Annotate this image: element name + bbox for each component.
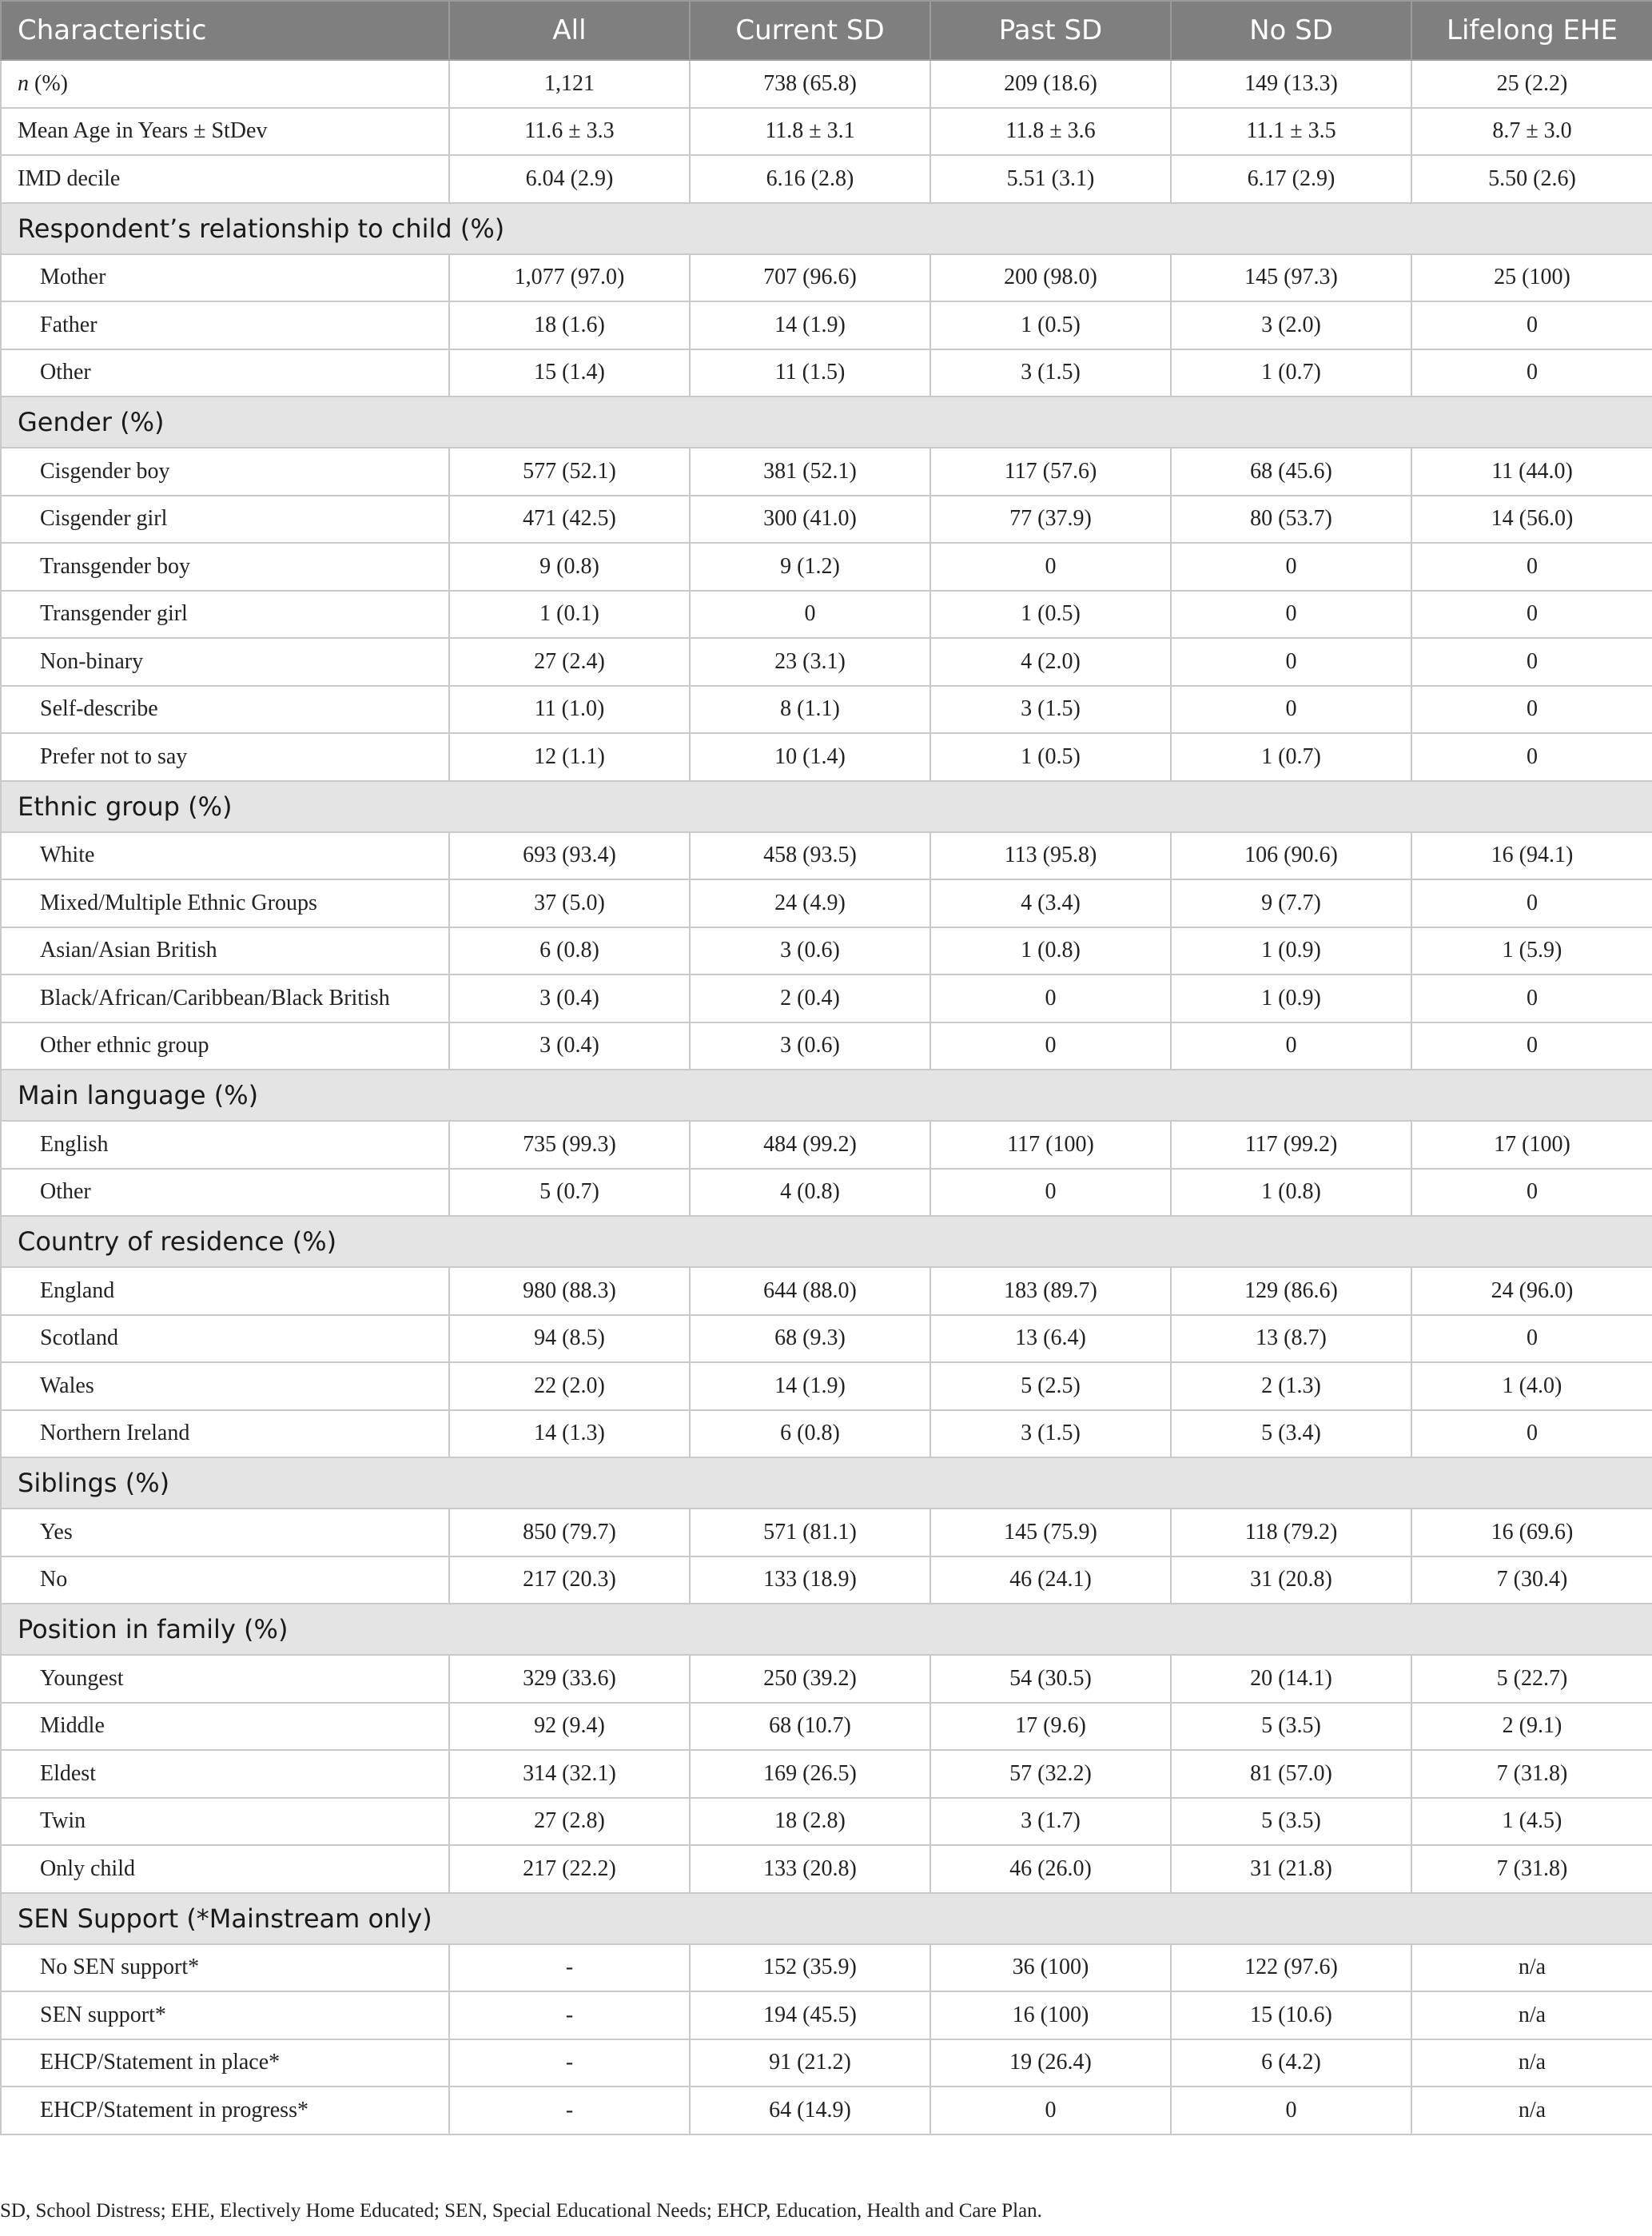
table-cell: 0 — [1411, 1169, 1652, 1217]
table-row — [1, 1556, 1652, 1604]
table-cell: 64 (14.9) — [690, 2087, 930, 2134]
table-row — [1, 543, 1652, 591]
table-cell: 15 (1.4) — [449, 349, 690, 397]
table-cell: 31 (20.8) — [1171, 1556, 1411, 1604]
table-cell: 735 (99.3) — [449, 1121, 690, 1169]
table-cell: 117 (100) — [930, 1121, 1171, 1169]
table-row — [1, 254, 1652, 302]
table-cell: 3 (1.5) — [930, 686, 1171, 734]
table-cell: 217 (20.3) — [449, 1556, 690, 1604]
table-cell: 183 (89.7) — [930, 1267, 1171, 1315]
table-cell: 11.1 ± 3.5 — [1171, 108, 1411, 156]
table-cell: 9 (7.7) — [1171, 879, 1411, 927]
table-cell: 122 (97.6) — [1171, 1944, 1411, 1992]
table-cell: 13 (6.4) — [930, 1315, 1171, 1363]
row-label: Transgender boy — [1, 543, 449, 591]
table-cell: 9 (0.8) — [449, 543, 690, 591]
table-cell: 381 (52.1) — [690, 448, 930, 496]
section-header-row — [1, 1457, 1652, 1509]
table-body — [1, 60, 1652, 2134]
table-row — [1, 686, 1652, 734]
table-cell: 46 (24.1) — [930, 1556, 1171, 1604]
table-cell: 13 (8.7) — [1171, 1315, 1411, 1363]
row-label: England — [1, 1267, 449, 1315]
section-title: Respondent’s relationship to child (%) — [1, 203, 1652, 254]
table-cell: 117 (57.6) — [930, 448, 1171, 496]
row-label: Self-describe — [1, 686, 449, 734]
column-header: No SD — [1171, 1, 1411, 60]
table-cell: 5.50 (2.6) — [1411, 155, 1652, 203]
header-row — [1, 1, 1652, 60]
table-cell: 5 (3.4) — [1171, 1410, 1411, 1458]
table-cell: 0 — [1411, 543, 1652, 591]
table-cell: 80 (53.7) — [1171, 496, 1411, 544]
table-cell: 118 (79.2) — [1171, 1509, 1411, 1556]
table-row — [1, 1509, 1652, 1556]
table-cell: 11.8 ± 3.1 — [690, 108, 930, 156]
table-cell: - — [449, 2039, 690, 2087]
table-cell: 11.6 ± 3.3 — [449, 108, 690, 156]
table-cell: 2 (0.4) — [690, 975, 930, 1022]
table-cell: 7 (31.8) — [1411, 1845, 1652, 1893]
section-header-row — [1, 203, 1652, 254]
table-cell: 0 — [1171, 638, 1411, 686]
table-row — [1, 832, 1652, 880]
table-cell: 19 (26.4) — [930, 2039, 1171, 2087]
section-title: SEN Support (*Mainstream only) — [1, 1893, 1652, 1944]
table-row — [1, 1121, 1652, 1169]
table-cell: 0 — [1411, 686, 1652, 734]
table-row — [1, 1169, 1652, 1217]
table-cell: 3 (0.6) — [690, 1022, 930, 1070]
table-cell: 0 — [1411, 301, 1652, 349]
table-cell: 54 (30.5) — [930, 1655, 1171, 1703]
table-cell: 18 (1.6) — [449, 301, 690, 349]
row-label: Wales — [1, 1362, 449, 1410]
section-title: Siblings (%) — [1, 1457, 1652, 1509]
row-label: Black/African/Caribbean/Black British — [1, 975, 449, 1022]
table-row — [1, 733, 1652, 781]
table-cell: - — [449, 1944, 690, 1992]
table-cell: 20 (14.1) — [1171, 1655, 1411, 1703]
table-cell: 5 (0.7) — [449, 1169, 690, 1217]
row-label: EHCP/Statement in place* — [1, 2039, 449, 2087]
table-footnote: SD, School Distress; EHE, Electively Home Educated; SEN, Special Educational Needs; EHCP, Education, Health and Care Plan. — [0, 2200, 1042, 2222]
table-cell: 0 — [930, 1022, 1171, 1070]
table-cell: 11 (1.5) — [690, 349, 930, 397]
table-cell: n/a — [1411, 1991, 1652, 2039]
table-cell: 1 (0.5) — [930, 591, 1171, 639]
table-row — [1, 1315, 1652, 1363]
table-cell: - — [449, 2087, 690, 2134]
table-row — [1, 1991, 1652, 2039]
column-header: Past SD — [930, 1, 1171, 60]
row-label: Yes — [1, 1509, 449, 1556]
table-cell: 14 (1.3) — [449, 1410, 690, 1458]
row-label — [1, 60, 449, 108]
table-row — [1, 1267, 1652, 1315]
table-cell: 0 — [1411, 733, 1652, 781]
table-cell: n/a — [1411, 2087, 1652, 2134]
table-cell: 5 (2.5) — [930, 1362, 1171, 1410]
table-row — [1, 1655, 1652, 1703]
table-cell: 12 (1.1) — [449, 733, 690, 781]
table-cell: 6 (0.8) — [449, 927, 690, 975]
row-label: Non-binary — [1, 638, 449, 686]
table-cell: 471 (42.5) — [449, 496, 690, 544]
table-cell: 0 — [930, 543, 1171, 591]
table-row — [1, 108, 1652, 156]
row-label: Only child — [1, 1845, 449, 1893]
table-cell: 2 (9.1) — [1411, 1703, 1652, 1751]
table-cell: 577 (52.1) — [449, 448, 690, 496]
table-cell: 0 — [1411, 879, 1652, 927]
table-cell: 17 (9.6) — [930, 1703, 1171, 1751]
row-label: Prefer not to say — [1, 733, 449, 781]
section-header-row — [1, 1070, 1652, 1121]
table-cell: 91 (21.2) — [690, 2039, 930, 2087]
table-cell: 37 (5.0) — [449, 879, 690, 927]
table-cell: 0 — [1411, 1022, 1652, 1070]
table-cell: 0 — [1171, 2087, 1411, 2134]
row-label: Transgender girl — [1, 591, 449, 639]
table-row — [1, 1703, 1652, 1751]
table-cell: 980 (88.3) — [449, 1267, 690, 1315]
row-label — [1, 108, 449, 156]
table-cell: 94 (8.5) — [449, 1315, 690, 1363]
table-cell: 145 (97.3) — [1171, 254, 1411, 302]
table-cell: 11.8 ± 3.6 — [930, 108, 1171, 156]
row-label: Mother — [1, 254, 449, 302]
table-row — [1, 1410, 1652, 1458]
table-row — [1, 1944, 1652, 1992]
table-cell: 14 (1.9) — [690, 301, 930, 349]
table-cell: 1 (0.5) — [930, 301, 1171, 349]
table-row — [1, 975, 1652, 1022]
table-cell: 250 (39.2) — [690, 1655, 930, 1703]
row-label: Father — [1, 301, 449, 349]
section-title: Position in family (%) — [1, 1604, 1652, 1655]
table-cell: 16 (94.1) — [1411, 832, 1652, 880]
table-cell: 1 (0.8) — [930, 927, 1171, 975]
table-cell: 1 (0.8) — [1171, 1169, 1411, 1217]
table-cell: - — [449, 1991, 690, 2039]
table-cell: 0 — [1411, 349, 1652, 397]
row-label: Other — [1, 349, 449, 397]
section-title: Country of residence (%) — [1, 1216, 1652, 1267]
table-cell: 1,077 (97.0) — [449, 254, 690, 302]
table-cell: 0 — [690, 591, 930, 639]
row-label-text: IMD decile — [18, 165, 121, 191]
table-cell: 6 (4.2) — [1171, 2039, 1411, 2087]
table-row — [1, 349, 1652, 397]
table-cell: 4 (0.8) — [690, 1169, 930, 1217]
table-cell: 22 (2.0) — [449, 1362, 690, 1410]
table-row — [1, 638, 1652, 686]
row-label: EHCP/Statement in progress* — [1, 2087, 449, 2134]
table-cell: 27 (2.4) — [449, 638, 690, 686]
row-label: Twin — [1, 1798, 449, 1846]
table-cell: 11 (44.0) — [1411, 448, 1652, 496]
table-row — [1, 448, 1652, 496]
table-cell: 11 (1.0) — [449, 686, 690, 734]
table-cell: 571 (81.1) — [690, 1509, 930, 1556]
table-cell: 25 (2.2) — [1411, 60, 1652, 108]
table-row — [1, 301, 1652, 349]
table-cell: 17 (100) — [1411, 1121, 1652, 1169]
table-row — [1, 1845, 1652, 1893]
table-cell: 0 — [930, 975, 1171, 1022]
table-cell: 0 — [1411, 638, 1652, 686]
section-header-row — [1, 1604, 1652, 1655]
table-cell: 16 (69.6) — [1411, 1509, 1652, 1556]
table-row — [1, 1022, 1652, 1070]
table-cell: 329 (33.6) — [449, 1655, 690, 1703]
table-cell: 1 (0.5) — [930, 733, 1171, 781]
table-row — [1, 1798, 1652, 1846]
table-cell: 3 (0.4) — [449, 1022, 690, 1070]
table-cell: 300 (41.0) — [690, 496, 930, 544]
row-label: Youngest — [1, 1655, 449, 1703]
table-cell: 46 (26.0) — [930, 1845, 1171, 1893]
table-cell: 145 (75.9) — [930, 1509, 1171, 1556]
section-title: Gender (%) — [1, 397, 1652, 448]
table-cell: 16 (100) — [930, 1991, 1171, 2039]
table-cell: 152 (35.9) — [690, 1944, 930, 1992]
table-cell: 644 (88.0) — [690, 1267, 930, 1315]
section-header-row — [1, 781, 1652, 832]
table-cell: 1 (0.1) — [449, 591, 690, 639]
table-row — [1, 60, 1652, 108]
table-cell: 129 (86.6) — [1171, 1267, 1411, 1315]
table-cell: 1 (0.7) — [1171, 733, 1411, 781]
row-label-text: Mean Age in Years ± StDev — [18, 118, 268, 144]
table-row — [1, 496, 1652, 544]
row-label: Scotland — [1, 1315, 449, 1363]
row-label: Cisgender boy — [1, 448, 449, 496]
table-cell: 133 (18.9) — [690, 1556, 930, 1604]
table-row — [1, 2039, 1652, 2087]
table-cell: 4 (2.0) — [930, 638, 1171, 686]
table-cell: 0 — [1171, 686, 1411, 734]
table-cell: 81 (57.0) — [1171, 1750, 1411, 1798]
table-cell: 1 (4.5) — [1411, 1798, 1652, 1846]
table-cell: 117 (99.2) — [1171, 1121, 1411, 1169]
table-cell: 850 (79.7) — [449, 1509, 690, 1556]
table-cell: 6 (0.8) — [690, 1410, 930, 1458]
row-label: SEN support* — [1, 1991, 449, 2039]
column-header: Characteristic — [1, 1, 449, 60]
table-cell: 0 — [1411, 1315, 1652, 1363]
table-cell: 77 (37.9) — [930, 496, 1171, 544]
section-title: Main language (%) — [1, 1070, 1652, 1121]
table-cell: 9 (1.2) — [690, 543, 930, 591]
table-cell: 1 (4.0) — [1411, 1362, 1652, 1410]
row-label: Other — [1, 1169, 449, 1217]
table-cell: 57 (32.2) — [930, 1750, 1171, 1798]
table-cell: 8.7 ± 3.0 — [1411, 108, 1652, 156]
table-cell: 6.17 (2.9) — [1171, 155, 1411, 203]
table-cell: 1 (0.7) — [1171, 349, 1411, 397]
table-cell: 24 (4.9) — [690, 879, 930, 927]
column-header: All — [449, 1, 690, 60]
row-label: Northern Ireland — [1, 1410, 449, 1458]
row-label: Mixed/Multiple Ethnic Groups — [1, 879, 449, 927]
table-cell: 5 (3.5) — [1171, 1798, 1411, 1846]
table-row — [1, 879, 1652, 927]
table-cell: 4 (3.4) — [930, 879, 1171, 927]
row-label: No SEN support* — [1, 1944, 449, 1992]
table-cell: 92 (9.4) — [449, 1703, 690, 1751]
row-label: Eldest — [1, 1750, 449, 1798]
table-cell: 2 (1.3) — [1171, 1362, 1411, 1410]
table-cell: 3 (1.5) — [930, 349, 1171, 397]
table-cell: 24 (96.0) — [1411, 1267, 1652, 1315]
table-cell: 18 (2.8) — [690, 1798, 930, 1846]
row-label: Other ethnic group — [1, 1022, 449, 1070]
table-cell: 23 (3.1) — [690, 638, 930, 686]
row-label: White — [1, 832, 449, 880]
column-header: Current SD — [690, 1, 930, 60]
table-cell: 133 (20.8) — [690, 1845, 930, 1893]
column-header: Lifelong EHE — [1411, 1, 1652, 60]
section-header-row — [1, 1216, 1652, 1267]
table-cell: 25 (100) — [1411, 254, 1652, 302]
table-cell: 3 (2.0) — [1171, 301, 1411, 349]
table-cell: 7 (31.8) — [1411, 1750, 1652, 1798]
table-cell: 149 (13.3) — [1171, 60, 1411, 108]
table-cell: 0 — [1411, 591, 1652, 639]
table-cell: 3 (0.4) — [449, 975, 690, 1022]
table-cell: 15 (10.6) — [1171, 1991, 1411, 2039]
table-cell: 0 — [1411, 1410, 1652, 1458]
table-cell: 6.16 (2.8) — [690, 155, 930, 203]
table-row — [1, 1362, 1652, 1410]
table-cell: 0 — [930, 2087, 1171, 2134]
table-cell: 3 (1.7) — [930, 1798, 1171, 1846]
row-label: Asian/Asian British — [1, 927, 449, 975]
table-cell: 0 — [1171, 543, 1411, 591]
table-row — [1, 2087, 1652, 2134]
table-cell: 5 (22.7) — [1411, 1655, 1652, 1703]
table-cell: 14 (56.0) — [1411, 496, 1652, 544]
row-label-italic: n — [18, 70, 29, 96]
table-cell: 693 (93.4) — [449, 832, 690, 880]
table-cell: 8 (1.1) — [690, 686, 930, 734]
table-cell: 1 (5.9) — [1411, 927, 1652, 975]
table-cell: 1,121 — [449, 60, 690, 108]
table-cell: 1 (0.9) — [1171, 975, 1411, 1022]
row-label: No — [1, 1556, 449, 1604]
table-cell: 200 (98.0) — [930, 254, 1171, 302]
table-cell: n/a — [1411, 1944, 1652, 1992]
table-cell: 738 (65.8) — [690, 60, 930, 108]
section-header-row — [1, 397, 1652, 448]
table-cell: 0 — [930, 1169, 1171, 1217]
table-row — [1, 155, 1652, 203]
table-cell: 169 (26.5) — [690, 1750, 930, 1798]
table-cell: 0 — [1171, 1022, 1411, 1070]
table-cell: 0 — [1171, 591, 1411, 639]
table-cell: 68 (45.6) — [1171, 448, 1411, 496]
table-cell: 31 (21.8) — [1171, 1845, 1411, 1893]
section-title: Ethnic group (%) — [1, 781, 1652, 832]
table-cell: 68 (10.7) — [690, 1703, 930, 1751]
row-label: Cisgender girl — [1, 496, 449, 544]
table-cell: 484 (99.2) — [690, 1121, 930, 1169]
section-header-row — [1, 1893, 1652, 1944]
table-cell: 217 (22.2) — [449, 1845, 690, 1893]
table-cell: 0 — [1411, 975, 1652, 1022]
table-cell: 6.04 (2.9) — [449, 155, 690, 203]
table-cell: 3 (1.5) — [930, 1410, 1171, 1458]
table-row — [1, 927, 1652, 975]
table-cell: 68 (9.3) — [690, 1315, 930, 1363]
table-cell: 209 (18.6) — [930, 60, 1171, 108]
table-cell: 5.51 (3.1) — [930, 155, 1171, 203]
row-label — [1, 155, 449, 203]
table-cell: 1 (0.9) — [1171, 927, 1411, 975]
row-label: Middle — [1, 1703, 449, 1751]
table-cell: 3 (0.6) — [690, 927, 930, 975]
table-cell: 7 (30.4) — [1411, 1556, 1652, 1604]
table-cell: 458 (93.5) — [690, 832, 930, 880]
table-cell: 27 (2.8) — [449, 1798, 690, 1846]
table-cell: 113 (95.8) — [930, 832, 1171, 880]
table-cell: 106 (90.6) — [1171, 832, 1411, 880]
table-row — [1, 1750, 1652, 1798]
table-cell: n/a — [1411, 2039, 1652, 2087]
table-cell: 36 (100) — [930, 1944, 1171, 1992]
table-cell: 314 (32.1) — [449, 1750, 690, 1798]
row-label-text: (%) — [29, 70, 68, 96]
table-cell: 14 (1.9) — [690, 1362, 930, 1410]
table-cell: 5 (3.5) — [1171, 1703, 1411, 1751]
table-cell: 194 (45.5) — [690, 1991, 930, 2039]
row-label: English — [1, 1121, 449, 1169]
table-row — [1, 591, 1652, 639]
table-cell: 10 (1.4) — [690, 733, 930, 781]
table-cell: 707 (96.6) — [690, 254, 930, 302]
